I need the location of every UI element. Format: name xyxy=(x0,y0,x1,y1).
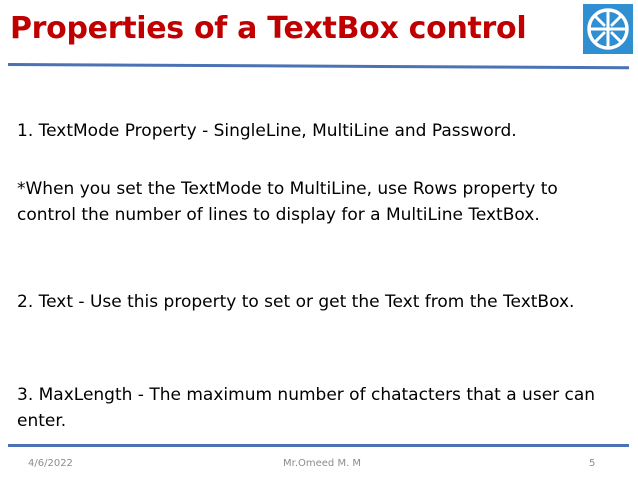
paragraph-multiline-note: *When you set the TextMode to MultiLine, use Rows property to control the number of lines to display for a MultiLine TextBox. xyxy=(17,179,558,225)
paragraph-textmode: 1. TextMode Property - SingleLine, MultiLine and Password. xyxy=(17,121,517,141)
footer-divider xyxy=(8,444,629,447)
paragraph-maxlength: 3. MaxLength - The maximum number of chatacters that a user can enter. xyxy=(17,385,596,431)
institution-logo-icon xyxy=(582,3,634,55)
footer-date: 4/6/2022 xyxy=(28,458,73,469)
footer-author: Mr.Omeed M. M xyxy=(283,458,362,469)
paragraph-text-property: 2. Text - Use this property to set or get the Text from the TextBox. xyxy=(17,292,575,312)
title-divider xyxy=(8,63,629,69)
slide-title: Properties of a TextBox control xyxy=(10,11,527,46)
footer-page-number: 5 xyxy=(589,458,596,469)
